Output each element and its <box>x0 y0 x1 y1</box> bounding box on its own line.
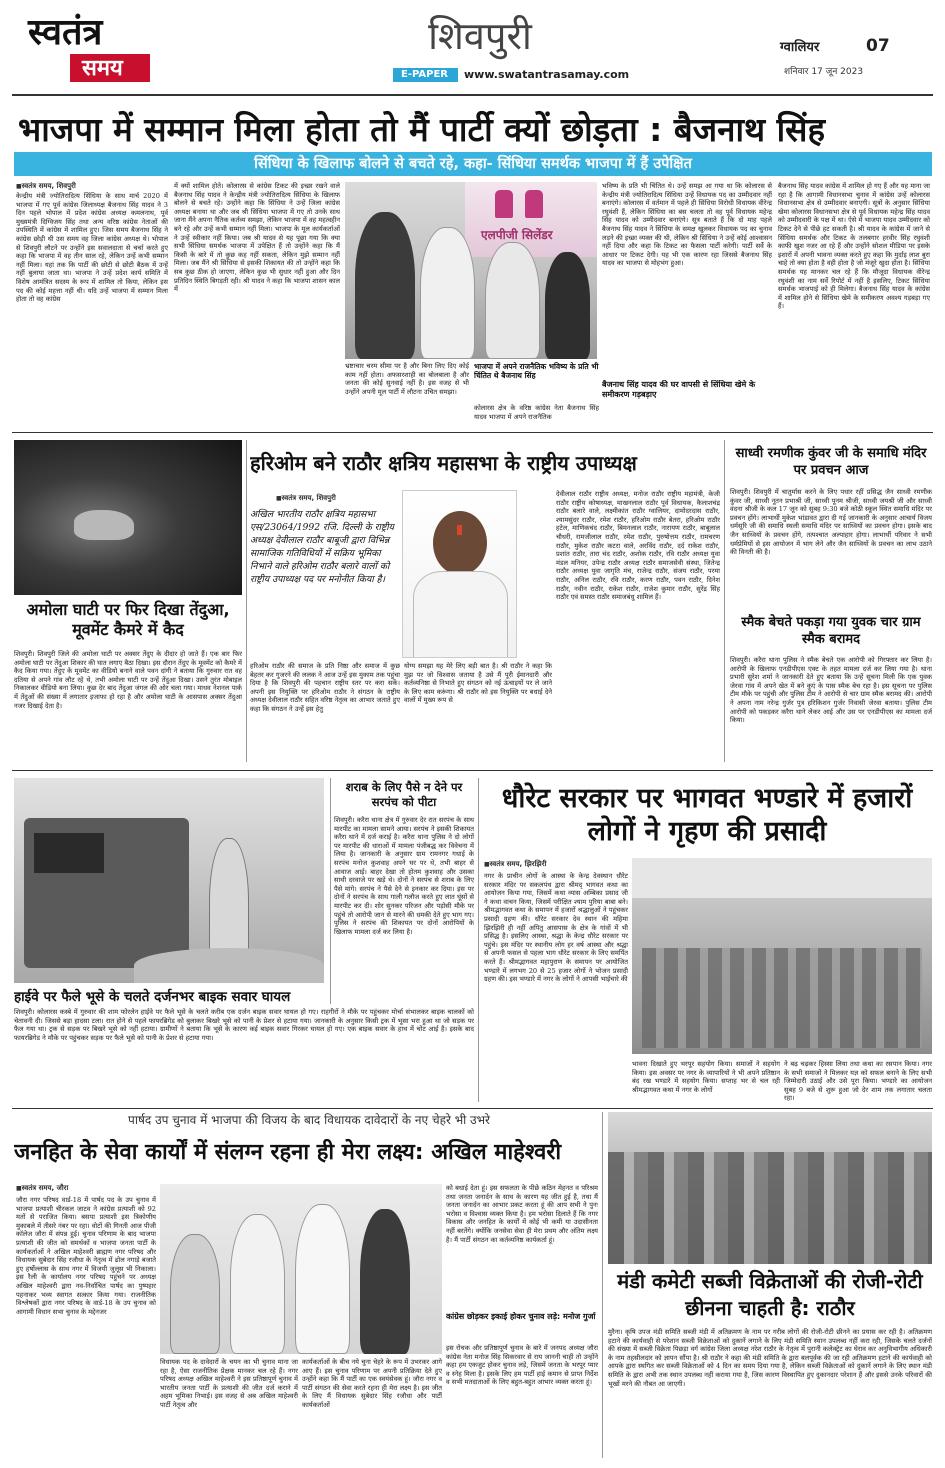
person-figure <box>545 252 590 359</box>
column-divider <box>602 1112 603 1458</box>
person-figure <box>230 1214 285 1354</box>
portrait-body <box>413 571 508 658</box>
harioam-quote: अखिल भारतीय राठौर क्षत्रिय महासभा एस/23064/1992 रजि. दिल्ली के राष्ट्रीय अध्यक्ष देवीलाल राठौर बाबूजी द्वारा विभिन्न सामाजिक गतिविधियों में सक्रिय भूमिका निभाने वाले हरिओम राठौर बलारे वालों को राष्ट्रीय उपाध्यक्ष पद पर मनोनीत किया है। <box>250 509 394 585</box>
lead-col5: भविष्य के प्रति भी चिंतित थे। उन्हें समझ आ गया था कि कोलारस से केन्द्रीय मंत्री ज्योतिरादित्य सिंधिया उन्हें विधायक पद का उम्मीदवार नहीं बनाएंगे। कोलारस में वर्तमान में पहले ही सिंधिया विरोधी विधायक वीरेन्द्र रघुवंशी हैं, लेकिन सिंधिया का बस चलता तो वह पूर्व विधायक महेन्द्र सिंह यादव को उम्मीदवार बनाएंगे। सूत्र बताते हैं कि दो माह पहले बैजनाथ सिंह यादव ने सिंधिया के समक्ष खुलकर विधायक पद का चुनाव लड़ने की इच्छा व्यक्त की थी, लेकिन श्री सिंधिया ने उन्हें कोई आश्वासन नहीं दिया और कहा कि टिकट का फैसला पार्टी करेगी। पार्टी सर्वे के आधार पर टिकट देगी। यह भी एक कारण रहा जिससे बैजनाथ सिंह यादव का भाजपा से मोहभंग हुआ। <box>602 182 772 268</box>
bhandara-headline: धौरेट सरकार पर भागवत भण्डारे में हजारों लोगों ने गृहण की प्रसादी <box>501 783 913 847</box>
smack-body: शिवपुरी। करैरा थाना पुलिस ने स्मैक बेचते एक आरोपी को गिरफ्तार कर लिया है। आरोपी के खिलाफ एनडीपीएस एक्ट के तहत मामला दर्ज कर लिया गया है। थाना प्रभारी सुरेश शर्मा ने जानकारी देते हुए बताया कि उन्हें सूचना मिली कि एक युवक जेरवा गांव में अपने खेत में बने कुएं के पास स्मैक बेच रहा है। इस सूचना पर पुलिस टीम मौके पर पहुंची और पुलिस टीम ने आरोपी से चार ग्राम स्मैक बरामद की। आरोपी ने अपना नाम नरेन्द्र गुर्जर पुत्र हरिकिशन गुर्जर निवासी जेरवा बताया। पुलिस टीम आरोपी को पकड़कर करैरा थाने लेकर आई और उस पर एनडीपीएस का मामला दर्ज किया। <box>730 656 932 725</box>
sharab-body: शिवपुरी। करैरा थाना क्षेत्र में गुरुवार देर रात सरपंच के साथ मारपीट का मामला सामने आया। सरपंच ने इसकी शिकायत करैरा थाने में दर्ज कराई है। करैरा थाना पुलिस ने दो लोगों पर मारपीट की धाराओं में मामला पंजीबद्ध कर विवेचना में लिया है। जानकारी के अनुसार ग्राम रामनगर गधाई के सरपंच मनोज कुशवाह अपने घर पर थे, तभी बाहर से आवाज आई। बाहर देखा तो होतम कुशवाह और उसका साथी दरवाजे पर खड़े थे। दोनों ने सरपंच से शराब के लिए पैसे मांगे। सरपंच ने पैसे देने से इनकार कर दिया। इस पर दोनों ने सरपंच के साथ गाली गलौज करते हुए लात घूंसों से मारपीट कर दी। शोर सुनकर परिजन और पड़ोसी मौके पर पहुंचे तो आरोपी जान से मारने की धमकी देते हुए भाग गए। पुलिस ने सरपंच की शिकायत पर दोनों आरोपियों के खिलाफ मामला दर्ज कर लिया है। <box>334 816 474 936</box>
mandi-body: मुरैना। कृषि उपज मंडी समिति सब्जी मंडी में अतिक्रमण के नाम पर गरीब लोगों की रोजी-रोटी छीनने का प्रयास कर रही है। अतिक्रमण हटाने की कार्यवाही से परेशान सब्जी विक्रेताओं को दुकानें लगाने के लिए मंडी समिति स्थान उपलब्ध नहीं करा रही, जिसके चलते दर्जनों की संख्या में सब्जी विक्रेता पिछड़ा वर्ग कांग्रेस जिला अध्यक्ष नरेश राठौर के नेतृत्व में पुरानी कलेक्ट्रेट का घेराव कर अनुविभागीय अधिकारी के नाम तहसीलदार को ज्ञापन सौंपा है। श्री राठौर ने कहा की मंडी समिति के द्वारा बलपूर्वक की जा रही अतिक्रमण हटाने की कार्यवाही को आपके द्वारा स्थगित कर सब्जी विक्रेताओं को 4 दिन का समय दिया गया है, लेकिन सब्जी विक्रेताओं को दुकानें लगाने के लिए स्थान मंडी समिति के द्वारा अभी तक स्थान उपलब्ध नहीं कराया गया है, जिस कारण विस्थापित हुए दुकानदार परेशान हैं और इससे उनके परिवारों की भूखों मरने की नौबत आ जाएगी। <box>608 1328 932 1388</box>
lead-col6: बैजनाथ सिंह यादव कांग्रेस में शामिल हो गए हैं और यह माना जा रहा है कि आगामी विधानसभा चुनाव में कांग्रेस उन्हें कोलारस विधानसभा क्षेत्र से उम्मीदवार बनाएगी। सूत्रों के अनुसार सिंधिया खेमा कोलारस विधानसभा क्षेत्र से पूर्व विधायक महेन्द्र सिंह यादव को उम्मीदवारी के पक्ष में था। ऐसे में भाजपा यादव उम्मीदवार को टिकट देने से पीछे हट सकती है। श्री यादव के कांग्रेस में जाने से सिंधिया समर्थक और टिकट के तलबगार हरवीर सिंह रघुवंशी काफी खुश नजर आ रहे हैं और उन्होंने सोशल मीडिया पर इसके इशारों में अपनी भावना व्यक्त करते हुए कहा कि मुर्दाइ लाश बुरा चाहे तो क्या होता है वही होता है जो मंजूरे खुदा होता है। सिंधिया समर्थक यह मानकर चल रहे हैं कि मौजूदा विधायक वीरेन्द्र रघुवंशी का नाम सर्वे रिपोर्ट में नहीं है इसलिए, टिकट सिंधिया समर्थक भाजपाई को ही मिलेगा। बैजनाथ सिंह यादव के कांग्रेस में शामिल होने से सिंधिया खेमे के समीकरण अवश्य गड़बड़ा गए हैं। <box>778 182 930 311</box>
person-figure <box>420 227 475 359</box>
akhil-col4: को बधाई देता हूं। इस सफलता के पीछे कठिन मेहनत व परिश्रम तथा जनता जनार्दन के साथ के कारण यह जीत हुई है, तथा मैं जनता जनार्दन का आभार प्रकट करता हूं की आप सभी ने पुनः भरोसा व विश्वास व्यक्त किया है। हम भरोसा दिलाते हैं कि नगर विकास और जनहित के कार्यों में कोई भी कमी या उदासीनता नहीं बरतेंगे। क्योंकि जनसेवा सेवा ही मेरा प्रथम और अंतिम लक्ष्य है। मैं पार्टी संगठन का कर्तव्यनिष्ठ कार्यकर्ता हूं। <box>446 1184 598 1244</box>
website-link[interactable]: www.swatantrasamay.com <box>464 68 630 81</box>
city-label: ग्वालियर <box>780 40 820 55</box>
epaper-badge <box>393 68 458 82</box>
logo <box>28 12 158 84</box>
portrait-head <box>433 511 487 575</box>
column-divider <box>478 778 479 1102</box>
bhandara-col1: नगर के प्राचीन लोगों के आस्था के केन्द्र देवस्थान धौरेट सरकार मंदिर पर सकलपंथ द्वारा श्रीमद् भागवत कथा का आयोजन किया गया, जिसमें कथा व्यास अम्बिका प्रसाद जी ने कथा वाचन किया, जिसमें परीक्षित श्याम पुरिया बाबा बने। श्रीमद्भागवत कथा के समापन में हजारों श्रद्धालुओं ने पहुंचकर प्रसादी ग्रहण की। धौरेट सरकार देव स्थान की महिमा झिरझिरी ही नहीं अपितु आसपास के क्षेत्र के गांवों में भी प्रसिद्ध है। इसलिए आस्था, श्रद्धा के केन्द्र धौरेट सरकार पर पहुंचे। इस मंदिर पर स्थानीय लोग हर वर्ष आस्था और श्रद्धा से अपनी फसल से पहला भाग धौरेट सरकार के लिए समर्पित करते हैं। श्रीमद्भागवत महापुराण के समापन पर आयोजित भण्डारे में लगभग 20 से 25 हजार लोगों ने भोजन प्रसादी ग्रहण की। इस भण्डारे में नगर के लोगों ने आपसी भाईचारे की <box>484 872 628 984</box>
lead-photo-banner <box>465 182 597 257</box>
akhil-headline: जनहित के सेवा कार्यों में संलग्न रहना ही मेरा लक्ष्य: अखिल माहेश्वरी <box>14 1140 562 1165</box>
lead-headline: भाजपा में सम्मान मिला होता तो मैं पार्टी क्यों छोड़ता : बैजनाथ सिंह <box>18 110 825 149</box>
bhandara-col2: भावना दिखाते हुए भरपूर सहयोग किया। समाजों ने सहयोग किया। इस अवसर पर नगर के व्यापारियों ने भी अपने प्रतिष्ठान बंद रख भण्डारे में सहयोग किया। सप्ताह भर से चल रही श्रीमद्भागवत कथा में नगर के लोगों <box>632 1060 780 1094</box>
person-figure <box>360 1209 410 1354</box>
harioam-headline: हरिओम बने राठौर क्षत्रिय महासभा के राष्ट्रीय उपाध्यक्ष <box>250 451 637 475</box>
bhandara-photo <box>632 858 932 1054</box>
akhil-subhead: कांग्रेस छोड़कर इकाई होकर चुनाव लड़े: मनोज गुर्जा <box>446 1312 596 1321</box>
cylinder-icon <box>525 190 543 218</box>
portrait-tilak <box>457 525 462 535</box>
harioam-portrait <box>402 490 517 658</box>
logo-bottom-box <box>70 54 150 82</box>
straw-heap <box>134 948 324 983</box>
akhil-col5: इस रोचक और प्रतिष्ठापूर्ण चुनाव के बारे में जनपद अध्यक्ष जौरा कांग्रेस नेता मनोज सिंह सिकरवार से राय जाननी चाही तो उन्होंने कहा हम एकजुट होकर चुनाव लड़े, जिसमें जनता के भरपूर प्यार व स्नेह मिला है। इसके लिए हम पार्टी हाई कमान से प्राप्त निर्देश व सभी मतदाताओं के लिए बहुत-बहुत आभार व्यक्त करता हूं। <box>446 1344 598 1387</box>
edition-title: शिवपुरी <box>428 14 532 58</box>
harioam-col3: देवीलाल राठौर राष्ट्रीय अध्यक्ष, मनोज राठौर राष्ट्रीय महामंत्री, केजी राठौर राष्ट्रीय कोषाध्यक्ष, माखनलाल राठौर पूर्व विधायक, कैलाशचंद्र राठौर बलारे वाले, लक्ष्मीकांत राठौर ग्वालियर, दामोदरदास राठौर, श्यामसुंदर राठौर, रमेश राठौर, हरिओम राठौर बेतरा, हरिओम राठौर हटेल, माणिकचंद राठौर, बिमनलाल राठौर, नारायण राठौर, बाबूलाल चौधरी, रामजीलाल राठौर, रमेश राठौर, पुरुषोत्तम राठौर, रामचरण राठौर, मुकेश राठौर कटरा वाले, अरविंद राठौर, दर्द राकेश राठौर, प्रशांत राठौर, तारा चंद राठौर, अशोक राठौर, रवि राठौर अध्यक्ष युवा मंडल मनियर, उपेन्द्र राठौर अध्यक्ष राठौर समाजसेवी संस्था, जितेन्द्र राठौर अध्यक्ष युवा जागृति मंच, राजेन्द्र राठौर, संजय राठौर, परमा राठौर, अनिल राठौर, रवि राठौर, करण राठौर, पवन राठौर, दिनेश राठौर, नवीन राठौर, राकेश राठौर, राजेश कुमार राठौर, सुरेंद्र सिंह राठौर एवं समस्त राठौर समाजबंधु शामिल हैं। <box>556 490 720 602</box>
logo-top-text: स्वतंत्र <box>28 11 103 53</box>
column-divider <box>330 778 331 1004</box>
amola-body: शिवपुरी। शिवपुरी जिले की अमोला घाटी पर अक्सर तेंदुए के दीदार हो जाते हैं। एक बार फिर अमोला घाटी पर तेंदुआ शिकार की घात लगाए बैठा दिखा। इस दौरान तेंदुए के मूवमेंट को कैमरे में कैद किया गया। तेंदुए के मूवमेंट का वीडियो बनाने वाले पवन दांगी ने बताया कि गुरुवार रात वह दतिया से अपने गांव लौट रहे थे, तभी अमोला घाटी पर उन्हें तेंदुआ दिखा। उसने तुरंत मोबाइल निकालकर वीडियो बना लिया। कुछ देर बाद तेंदुआ जंगल की ओर चला गया। माधव नेशनल पार्क में तेंदुओं की संख्या में लगातार इजाफा हो रहा है और अमोला घाटी के आसपास अक्सर तेंदुआ नजर दिखाई देता है। <box>14 650 242 710</box>
sharab-headline: शराब के लिए पैसे न देने पर सरपंच को पीटा <box>345 780 463 809</box>
masthead <box>0 0 945 92</box>
column-divider <box>724 440 725 762</box>
sadhvi-headline: साध्वी रमणीक कुंवर जी के समाधि मंदिर पर प्रवचन आज <box>735 446 927 478</box>
tent-canopy <box>632 858 932 898</box>
leopard-photo <box>14 440 242 595</box>
akhil-photo <box>160 1184 442 1354</box>
harioam-col1: हरिओम राठौर की समाज के प्रति निष्ठा और समाज में कुछ बेहतर कर गुजरने की ललक ने आज उन्हें इस मुकाम तक पहुंचा दिया है कि शिवपुरी की पहचान राष्ट्रीय स्तर पर करा सकें। अपनी इस नियुक्ति पर हरिओम राठौर ने संगठन के राष्ट्रीय अध्यक्ष देवीलाल राठौर सहित वरिष्ठ नेतृत्व का आभार जताते हुए कहा कि संगठन ने उन्हें इस हेतु <box>250 662 400 713</box>
lead-col2: में क्यों शामिल होते। कोलारस से कांग्रेस टिकट की इच्छा रखने वाले बैजनाथ सिंह यादव ने केन्द्रीय मंत्री ज्योतिरादित्य सिंधिया के खिलाफ बोलने से बचते रहे। उन्होंने कहा कि सिंधिया ने उन्हें जिला कांग्रेस अध्यक्ष बनाया था और जब श्री सिंधिया भाजपा में गए तो उनके साथ जाना मैंने अपना नैतिक कर्तव्य समझा, लेकिन भाजपा में वह महत्वहीन बने रहे और उन्हें कभी सम्मान नहीं मिला। भाजपा के मूल कार्यकर्ताओं ने उन्हें स्वीकार नहीं किया। जब श्री यादव से यह पूछा गया कि क्या सभी सिंधिया समर्थक भाजपा में उपेक्षित हैं तो उन्होंने कहा कि मैं किसी के बारे में तो कुछ कह नहीं सकता, लेकिन मुझे सम्मान नहीं मिला। जब मैंने श्री सिंधिया से इसकी शिकायत की तो उन्होंने कहा कि सब कुछ ठीक हो जाएगा, लेकिन कुछ भी सुधार नहीं हुआ और दिन प्रतिदिन स्थिति बिगड़ती रही। श्री यादव ने कहा कि भाजपा शासन काल में <box>174 182 340 294</box>
masthead-divider <box>12 94 933 96</box>
person-figure <box>485 242 540 359</box>
mandi-photo <box>608 1112 932 1264</box>
logo-bottom-text: समय <box>82 55 123 81</box>
person-figure <box>355 212 415 359</box>
truck-window <box>34 833 104 873</box>
highway-body: शिवपुरी। कोलारस कस्बे में गुरुवार की शाम फोरलेन हाईवे पर फैले भूसे के चलते करीब एक दर्जन बाइक सवार घायल हो गए। राहगीरों ने मौके पर पहुंचकर मोर्चा संभालकर बाइक चालकों को चेतावनी दी। जिससे बड़ा हादसा टला। रात होने से पहले फायरब्रिगेड को बुलाकर बिखरे भूसे को पानी के प्रेशर से हटाया गया। जानकारी के अनुसार किसी ट्रक में भूसा भरा हुआ था जो सड़क पर फैल गया था। ट्रक से सड़क पर बिखरे भूसे को नहीं हटाया। ग्रामीणों ने बताया कि भूसे के कारण कई बाइक सवार गिरकर घायल हो गए। एक बाइक सवार के हाथ में चोट आई है। इसके बाद फायरब्रिगेड ने मौके पर पहुंचकर सड़क पर फैले भूसे को पानी के प्रेशर से हटाया गया। <box>14 1008 474 1042</box>
person-figure <box>295 1204 350 1354</box>
lead-col1: केन्द्रीय मंत्री ज्योतिरादित्य सिंधिया के साथ मार्च 2020 में भाजपा में गए पूर्व कांग्रेस जिलाध्यक्ष बैजनाथ सिंह यादव ने 3 दिन पहले भोपाल में प्रदेश कांग्रेस अध्यक्ष कमलनाथ, पूर्व मुख्यमंत्री दिग्विजय सिंह तथा अन्य वरिष्ठ कांग्रेस नेताओं की उपस्थिति में कांग्रेस में शामिल हुए। जिस समय बैजनाथ सिंह ने कांग्रेस छोड़ी थी उस समय वह जिला कांग्रेस अध्यक्ष थे। भोपाल से शिवपुरी लौटने पर उन्होंने इस सवालदाता से चर्चा करते हुए कहा कि भाजपा में वह तीन साल रहे, लेकिन उन्हें कभी सम्मान नहीं मिला। यहां तक कि पार्टी की छोटी से छोटी बैठक में उन्हें नहीं बुलाया जाता था। भाजपा ने उन्हें प्रदेश कार्य समिति में विशेष आमंत्रित सदस्य के रूप में शामिल तो किया, लेकिन इस पद की कोई महत्ता नहीं थी। यदि उन्हें भाजपा में सम्मान मिला होता तो वह कांग्रेस <box>16 192 168 304</box>
lead-side-caption: बैजनाथ सिंह यादव की घर वापसी से सिंधिया खेमे के समीकरण गड़बड़ाए <box>602 380 756 399</box>
epaper-label: E-PAPER <box>401 69 448 80</box>
cylinder-icon <box>495 190 513 218</box>
mandi-headline: मंडी कमेटी सब्जी विक्रेताओं की रोजी-रोटी छीनना चाहती है: राठौर <box>617 1269 923 1320</box>
lead-photo <box>345 182 597 359</box>
column-divider <box>246 440 247 762</box>
lead-col3: भ्रष्टाचार चरम सीमा पर है और बिना लिए दिए कोई काम नहीं होता। अफसरशाही का बोलबाला है और जनता की कोई सुनवाई नहीं है। इस वजह से भी उन्होंने अपनी मूल पार्टी में लौटना उचित समझा। <box>345 362 469 396</box>
akhil-byline: ■ स्वतंत्र समय, जौरा <box>16 1184 68 1193</box>
sadhvi-body: शिवपुरी। शिवपुरी में चातुर्मास करने के लिए पधार रहीं प्रसिद्ध जैन साध्वी रमणीक कुंवर जी, साध्वी नूतन प्रभाश्री जी, साध्वी पूनम श्रीजी, साध्वी जयश्री जी और साध्वी वंदना श्रीजी के कल 17 जून को सुबह 9:30 बजे कोठी स्कूल स्थित समाधि मंदिर पर प्रवचन होंगे। लाभार्थी मुकेश भांडावत द्वारा दी गई जानकारी के अनुसार आचार्य विजय धर्मसूरि जी की समाधि स्थली समाधि मंदिर पर साध्वियों का प्रवचन होगा। इसके बाद जैन साध्वियों के प्रवचन होंगे, तत्पश्चात अल्पाहार होगा। लाभार्थी परिवार ने सभी धर्मप्रेमियों से इस आयोजन में भाग लेने और जैन साध्वियों के प्रवचन का लाभ उठाने की विनती की है। <box>730 488 932 557</box>
leopard-figure <box>74 510 134 540</box>
highway-photo <box>14 778 324 983</box>
lead-photo-caption: भाजपा में अपने राजनैतिक भविष्य के प्रति भी चिंतित थे बैजनाथ सिंह <box>474 362 599 380</box>
lead-photo-banner-text: एलपीजी सिलेंडर <box>481 228 553 242</box>
highway-headline: हाईवे पर फैले भूसे के चलते दर्जनभर बाइक सवार घायल <box>14 989 291 1005</box>
bhandara-col3: ने बढ़ चढ़कर हिस्सा लिया तथा कथा का रसपान किया। नगर के सभी समाजों ने मिलकर यज्ञ को सफल बनाने के लिए सभी जिम्मेदारी उठाई और उसे पूरा किया। भण्डारे का आयोजन सुबह 9 बजे से शुरू हुआ जो देर शाम तक लगातार चलता रहा। <box>784 1060 932 1102</box>
issue-date: शनिवार 17 जून 2023 <box>784 67 864 77</box>
akhil-col1: जौरा नगर परिषद वार्ड-18 में पार्षद पद के उप चुनाव में भाजपा प्रत्याशी चीरकल जाटव ने कांग्रेस प्रत्याशी को 92 मतों से पराजित किया। बसपा प्रत्याशी इस त्रिकोणीय मुकाबले में तीसरे नंबर पर रहा। वोटों की गिनती आज पीजी कॉलेज जौरा में संपन्न हुई। चुनाव परिणाम के बाद भाजपा प्रत्याशी की जीत को समर्थकों व भाजपा जनता पार्टी के कार्यकर्ताओं ने अखिल माहेश्वरी ब्राह्मण नगर परिषद और विधायक सुबेदार सिंह रजौधा के नेतृत्व में ढोल नगाड़े बजाते हुए हर्षोल्लास के साथ नगर में विजयी जुलूस भी निकाला। इस रैली के कार्यालय नगर परिषद पहुंचने पर अध्यक्ष अखिल माहेश्वरी द्वारा नव-निर्वाचित पार्षद का पुष्पहार पहनाकर भव्य स्वागत सत्कार किया गया। राजनीतिक विश्लेषकों द्वारा नगर परिषद के वार्ड-18 के उप चुनाव को आगामी विधान सभा चुनाव के मद्देनजर <box>16 1196 156 1316</box>
akhil-col3: कार्यकर्ताओं के बीच नये चुना चेहरे के रूप में उभरकर आगे आए हैं। इस चुनाव परिणाम पर अपनी प्रतिक्रिया देते हुए उन्होंने कहा कि मैं पार्टी का एक स्वयंसेवक हूं। जौरा नगर व पार्टी संगठन की सेवा करते रहना ही मेरा लक्ष्य है। इस जीत के लिए मैं विधायक सुबेदार सिंह रजौधा और पार्टी कार्यकर्ताओं <box>302 1358 442 1409</box>
page-number: 07 <box>866 36 890 56</box>
lead-subhead-bar <box>14 152 932 176</box>
person-figure <box>170 1234 220 1354</box>
harioam-col2: योग्य समझा यह मेरे लिए बड़ी बात है। श्री राठौर ने कहा कि मुझ पर जो विश्वास जताया है उसे मैं पूरी ईमानदारी और कर्तव्यनिष्ठा से निभाते हुए संगठन को नई ऊंचाइयों पर ले जाने के लिए काम करूंगा। श्री राठौर को इस नियुक्ति पर बधाई देने वालों में मुख्य रूप से <box>404 662 552 705</box>
lead-byline: ■ स्वतंत्र समय, शिवपुरी <box>16 182 76 191</box>
harioam-byline: ■ स्वतंत्र समय, शिवपुरी <box>276 494 336 503</box>
crowd-figure <box>642 948 922 1048</box>
akhil-col2: विधायक पद के दावेदारों के चयन का भी चुनाव माना जा रहा है, ऐसा राजनीतिक प्रेक्षक मानकर चल रहे हैं। नगर परिषद अध्यक्ष अखिल माहेश्वरी ने इस प्रतिष्ठापूर्ण चुनाव में भारतीय जनता पार्टी के प्रत्याशी की जीत दर्ज कराने में अहम भूमिका निभाई। इस वजह से अब अखिल माहेश्वरी पार्टी नेतृत्व और <box>160 1358 298 1409</box>
bhandara-byline: ■ स्वतंत्र समय, झिरझिरी <box>484 860 546 869</box>
section-divider <box>12 432 933 433</box>
section-divider <box>12 770 933 771</box>
lead-subhead: सिंधिया के खिलाफ बोलने से बचते रहे, कहा- सिंधिया समर्थक भाजपा में हैं उपेक्षित <box>254 156 692 172</box>
akhil-kicker: पार्षद उप चुनाव में भाजपा की विजय के बाद विधायक दावेदारों के नए चेहरे भी उभरे <box>128 1113 490 1127</box>
smack-headline: स्मैक बेचते पकड़ा गया युवक चार ग्राम स्मैक बरामद <box>741 615 921 647</box>
amola-headline: अमोला घाटी पर फिर दिखा तेंदुआ, मूवमेंट कैमरे में कैद <box>26 600 230 639</box>
crowd-figure <box>608 1152 932 1264</box>
lead-col4: कोलारस क्षेत्र के वरिष्ठ कांग्रेस नेता बैजनाथ सिंह यादव भाजपा में अपने राजनैतिक <box>474 404 599 421</box>
section-divider <box>12 1108 933 1109</box>
